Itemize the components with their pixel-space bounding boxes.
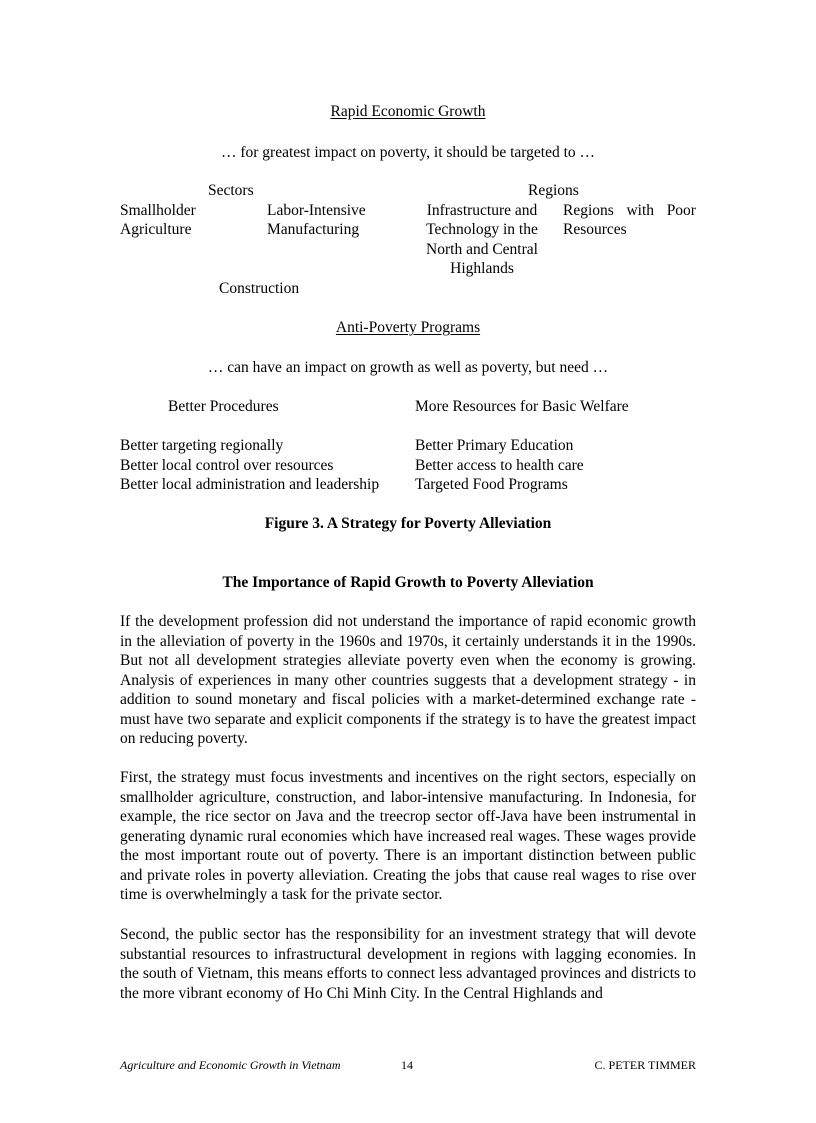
figure-subtitle-growth: … for greatest impact on poverty, it should be targeted to … [220, 144, 596, 161]
labor-line-1: Labor-Intensive [267, 202, 366, 219]
infra-line-3: North and Central [426, 241, 538, 258]
infra-line-4: Highlands [450, 260, 514, 277]
smallholder-line-1: Smallholder [120, 202, 196, 219]
welfare-item: Better Primary Education [415, 437, 574, 454]
figure-caption: Figure 3. A Strategy for Poverty Alleviation [264, 515, 552, 532]
procedures-heading: Better Procedures [168, 398, 279, 415]
procedure-item: Better targeting regionally [120, 437, 284, 454]
page-number: 14 [401, 1058, 413, 1072]
poor-word-1: Regions [563, 202, 614, 219]
labor-line-2: Manufacturing [267, 221, 360, 238]
poor-word-2: with [626, 202, 655, 219]
footer-title: Agriculture and Economic Growth in Vietnam [120, 1058, 341, 1072]
section-heading: The Importance of Rapid Growth to Poverty Alleviation [222, 574, 594, 591]
paragraph: Second, the public sector has the responsibility for an investment strategy that will devote substantial resources to infrastructural development in regions with lagging economies. In the south of Vietnam, this means efforts to connect less advantaged provinces and districts to the more vibrant economy of Ho Chi Minh City. In the Central Highlands and [120, 926, 696, 1002]
poor-regions-line-2: Resources [563, 221, 627, 238]
figure-subtitle-antipoverty: … can have an impact on growth as well as poverty, but need … [207, 359, 609, 376]
welfare-heading: More Resources for Basic Welfare [415, 398, 629, 415]
figure-title-growth: Rapid Economic Growth [330, 103, 486, 120]
regions-heading: Regions [528, 182, 579, 199]
footer-author: C. PETER TIMMER [594, 1058, 696, 1072]
welfare-item: Targeted Food Programs [415, 476, 568, 493]
procedure-item: Better local administration and leadership [120, 476, 380, 493]
figure-title-antipoverty: Anti-Poverty Programs [335, 319, 481, 336]
smallholder-line-2: Agriculture [120, 221, 192, 238]
poor-regions-line-1 [563, 201, 696, 221]
procedure-item: Better local control over resources [120, 457, 334, 474]
sectors-heading: Sectors [208, 182, 254, 199]
paragraph: First, the strategy must focus investments and incentives on the right sectors, especially on smallholder agriculture, construction, and labor-intensive manufacturing. In Indonesia, for example, the rice sector on Java and the treecrop sector off-Java have been instrumental in generating dynamic rural economies which have increased real wages. These wages provide the most important route out of poverty. There is an important distinction between public and private roles in poverty alleviation. Creating the jobs that cause real wages to rise over time is overwhelmingly a task for the private sector. [120, 769, 696, 903]
infra-line-2: Technology in the [426, 221, 538, 238]
paragraph: If the development profession did not understand the importance of rapid economic growth in the alleviation of poverty in the 1960s and 1970s, it certainly understands it in the 1990s. But not all development strategies alleviate poverty even when the economy is growing. Analysis of experiences in many other countries suggests that a development strategy - in addition to sound monetary and fiscal policies with a market-determined exchange rate - must have two separate and explicit components if the strategy is to have the greatest impact on reducing poverty. [120, 613, 696, 747]
welfare-item: Better access to health care [415, 457, 584, 474]
poor-word-3: Poor [666, 202, 696, 219]
construction-label: Construction [219, 280, 300, 297]
infra-line-1: Infrastructure and [426, 202, 538, 219]
